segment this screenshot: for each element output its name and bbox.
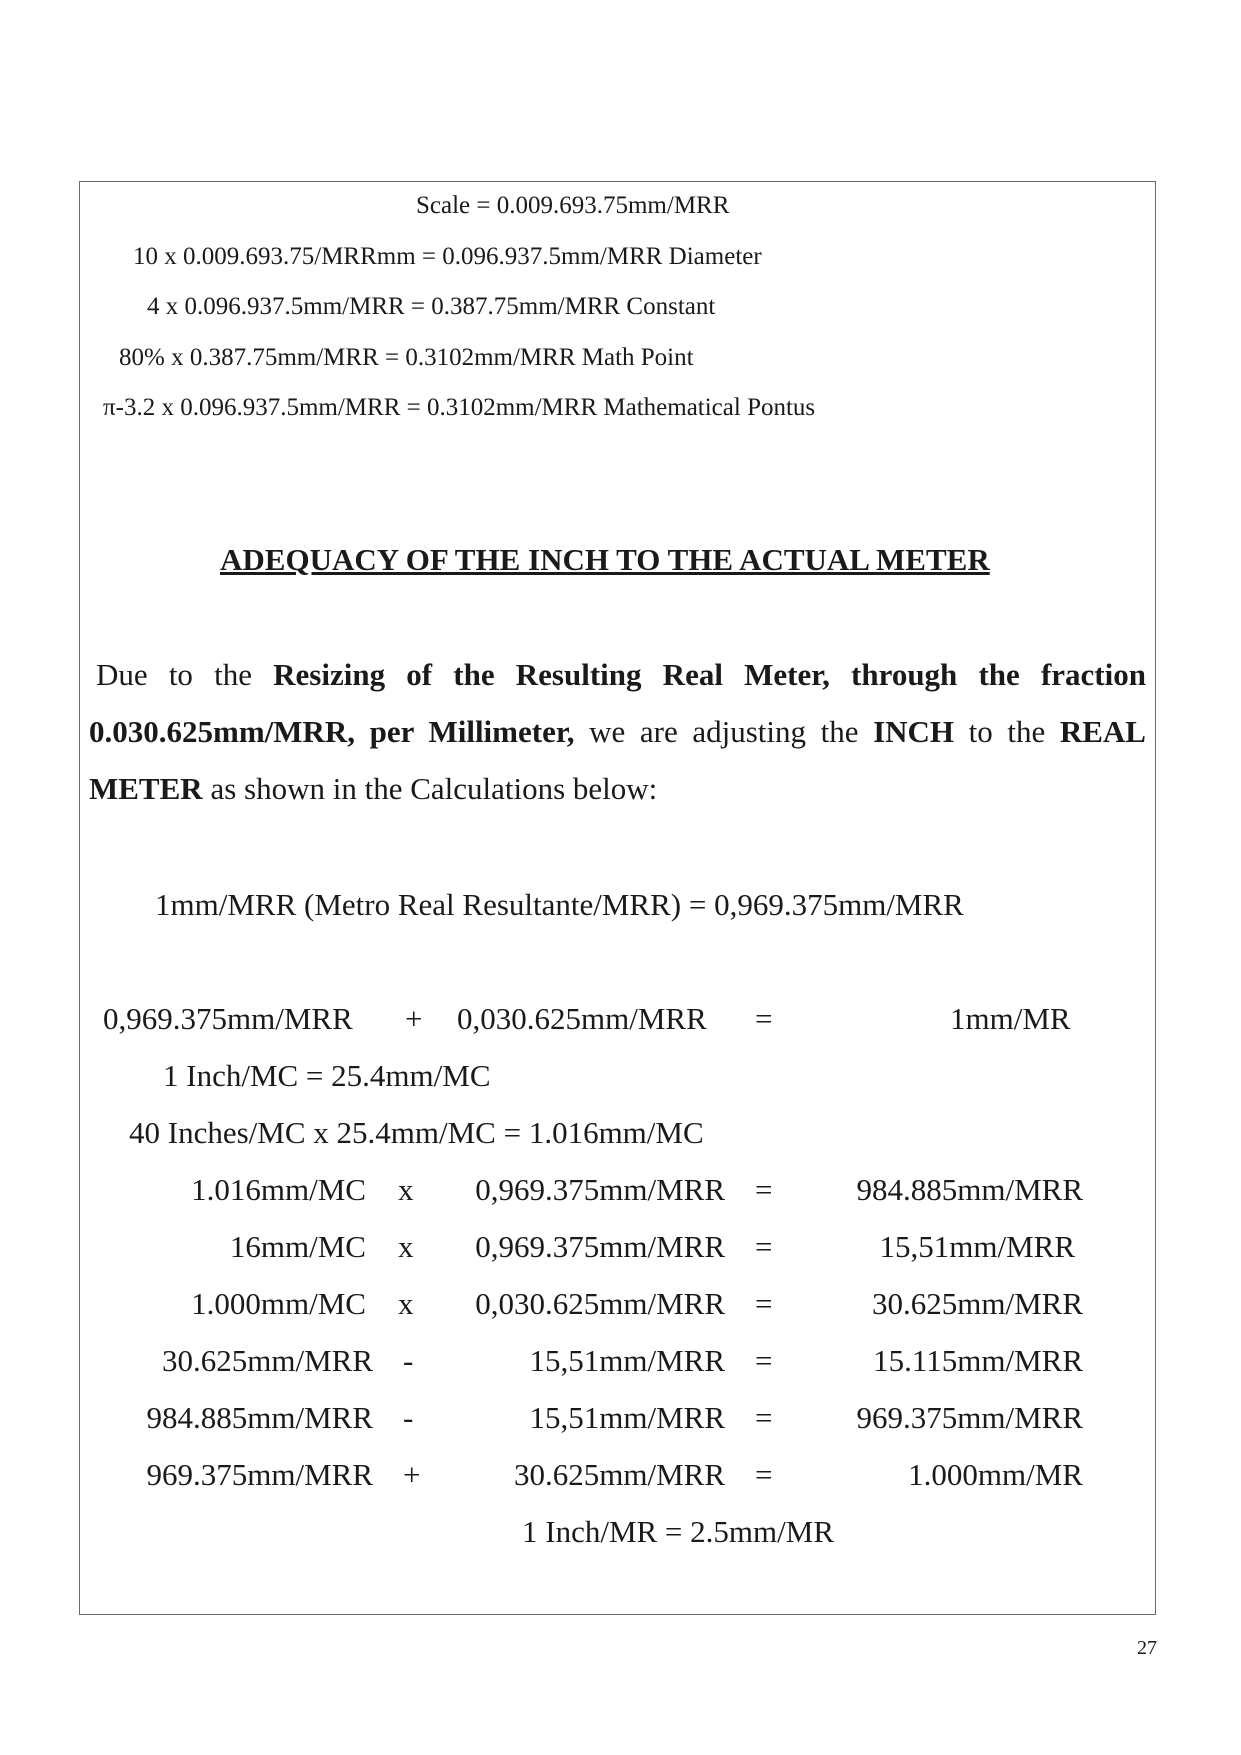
calc-eq: = xyxy=(755,1400,773,1435)
calc-result: 15,51mm/MRR xyxy=(879,1229,1075,1264)
sum-a: 0,969.375mm/MRR xyxy=(103,1001,353,1036)
calc-result: 30.625mm/MRR xyxy=(871,1286,1083,1321)
calc-result: 969.375mm/MRR xyxy=(856,1400,1083,1435)
para-bold-1: Resizing of the Resulting Real Meter, through the fraction 0.030.625mm/MRR, per Millimeter, xyxy=(89,657,1146,749)
intro-paragraph xyxy=(89,646,1146,817)
sum-eq: = xyxy=(755,1001,773,1036)
calc-a: 1.016mm/MC xyxy=(191,1172,366,1207)
calc-op: x xyxy=(398,1172,414,1207)
para-bold-real-meter: REAL METER xyxy=(89,714,1146,806)
calc-b: 0,969.375mm/MRR xyxy=(475,1229,725,1264)
calc-eq: = xyxy=(755,1229,773,1264)
calc-eq: = xyxy=(755,1286,773,1321)
page-number: 27 xyxy=(1137,1637,1157,1659)
calc-a: 1.000mm/MC xyxy=(191,1286,366,1321)
calc-b: 15,51mm/MRR xyxy=(529,1400,725,1435)
calc-result: 1.000mm/MR xyxy=(908,1457,1083,1492)
calc-op: + xyxy=(403,1457,421,1492)
para-text-3: to the xyxy=(954,714,1060,749)
section-heading: ADEQUACY OF THE INCH TO THE ACTUAL METER xyxy=(220,542,990,577)
inch-line: 1 Inch/MC = 25.4mm/MC xyxy=(163,1058,491,1093)
final-line: 1 Inch/MR = 2.5mm/MR xyxy=(522,1514,834,1549)
constant-line: 4 x 0.096.937.5mm/MRR = 0.387.75mm/MRR Constant xyxy=(147,293,716,320)
math-point-line: 80% x 0.387.75mm/MRR = 0.3102mm/MRR Math Point xyxy=(119,344,694,371)
definition-line: 1mm/MRR (Metro Real Resultante/MRR) = 0,969.375mm/MRR xyxy=(155,887,964,922)
calc-a: 984.885mm/MRR xyxy=(146,1400,373,1435)
calc-op: - xyxy=(403,1343,414,1378)
para-text-1: Due to the xyxy=(96,657,274,692)
calc-a: 969.375mm/MRR xyxy=(146,1457,373,1492)
calc-b: 0,969.375mm/MRR xyxy=(475,1172,725,1207)
diameter-line: 10 x 0.009.693.75/MRRmm = 0.096.937.5mm/MRR Diameter xyxy=(133,243,762,270)
para-text-4: as shown in the Calculations below: xyxy=(202,771,658,806)
inches-line: 40 Inches/MC x 25.4mm/MC = 1.016mm/MC xyxy=(129,1115,704,1150)
calc-b: 30.625mm/MRR xyxy=(513,1457,725,1492)
calc-eq: = xyxy=(755,1343,773,1378)
calc-op: x xyxy=(398,1229,414,1264)
calc-a: 30.625mm/MRR xyxy=(161,1343,373,1378)
sum-b: 0,030.625mm/MRR xyxy=(457,1001,707,1036)
calc-eq: = xyxy=(755,1457,773,1492)
sum-op: + xyxy=(405,1001,423,1036)
para-bold-inch: INCH xyxy=(873,714,955,749)
calc-eq: = xyxy=(755,1172,773,1207)
calc-b: 0,030.625mm/MRR xyxy=(475,1286,725,1321)
para-text-2: we are adjusting the xyxy=(574,714,874,749)
calc-result: 984.885mm/MRR xyxy=(856,1172,1083,1207)
calc-a: 16mm/MC xyxy=(229,1229,366,1264)
calc-b: 15,51mm/MRR xyxy=(529,1343,725,1378)
pontus-line: π-3.2 x 0.096.937.5mm/MRR = 0.3102mm/MRR Mathematical Pontus xyxy=(103,394,816,421)
sum-result: 1mm/MR xyxy=(950,1001,1071,1036)
scale-line: Scale = 0.009.693.75mm/MRR xyxy=(416,192,730,219)
calc-op: x xyxy=(398,1286,414,1321)
calc-result: 15.115mm/MRR xyxy=(873,1343,1083,1378)
calc-op: - xyxy=(403,1400,414,1435)
